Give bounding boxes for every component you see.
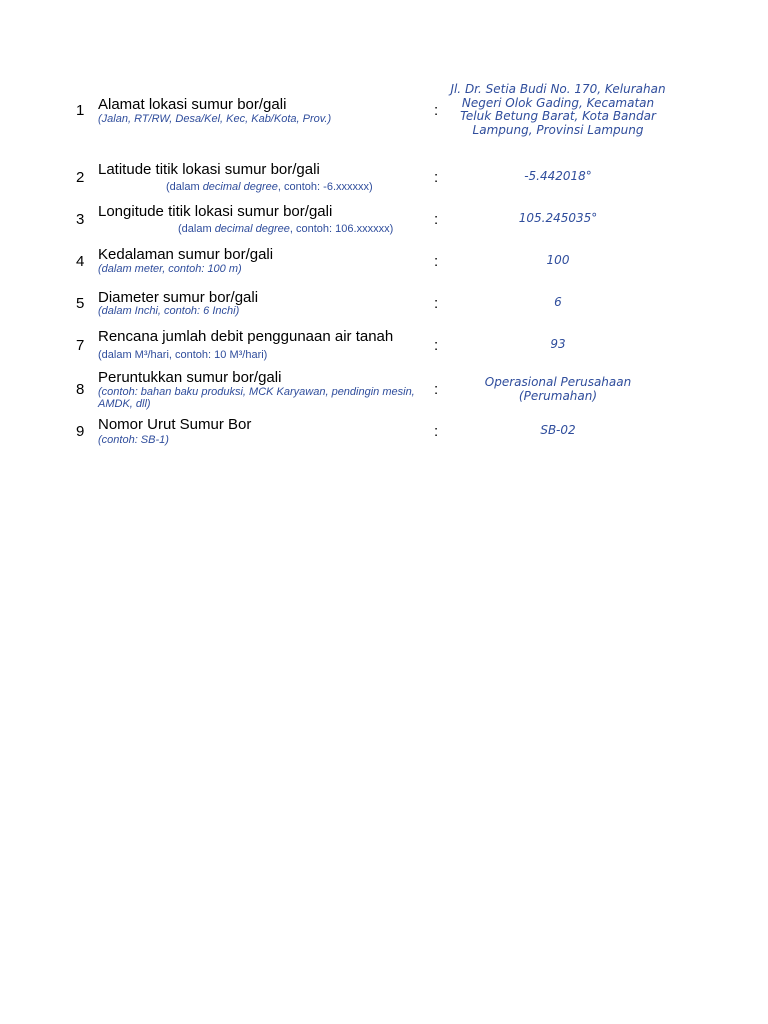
field-title-address: Alamat lokasi sumur bor/gali <box>98 96 287 113</box>
field-value-diameter: 6 <box>554 295 562 309</box>
field-hint-well-number: (contoh: SB-1) <box>98 434 169 446</box>
field-value-purpose: Operasional Perusahaan (Perumahan) <box>484 375 632 403</box>
row-number: 4 <box>76 253 85 270</box>
field-title-depth: Kedalaman sumur bor/gali <box>98 246 274 263</box>
colon-separator: : <box>434 253 439 270</box>
field-value-longitude: 105.245035° <box>518 211 598 225</box>
field-hint-latitude: (dalam decimal degree, contoh: -6.xxxxxx) <box>166 181 373 193</box>
field-value-depth: 100 <box>546 253 570 267</box>
colon-separator: : <box>434 423 439 440</box>
row-number: 3 <box>76 211 85 228</box>
colon-separator: : <box>434 169 439 186</box>
field-hint-longitude: (dalam decimal degree, contoh: 106.xxxxxx) <box>178 223 394 235</box>
field-value-address: Jl. Dr. Setia Budi No. 170, Kelurahan Negeri Olok Gading, Kecamatan Teluk Betung Barat, Kota Bandar Lampung, Provinsi Lampung <box>450 82 666 137</box>
field-title-water-debit: Rencana jumlah debit penggunaan air tanah <box>98 328 394 345</box>
field-title-latitude: Latitude titik lokasi sumur bor/gali <box>98 161 320 178</box>
field-value-latitude: -5.442018° <box>524 169 592 183</box>
field-value-water-debit: 93 <box>550 337 566 351</box>
colon-separator: : <box>434 211 439 228</box>
field-title-purpose: Peruntukkan sumur bor/gali <box>98 369 282 386</box>
field-title-longitude: Longitude titik lokasi sumur bor/gali <box>98 203 333 220</box>
field-title-well-number: Nomor Urut Sumur Bor <box>98 416 252 433</box>
field-hint-diameter: (dalam Inchi, contoh: 6 Inchi) <box>98 305 240 317</box>
row-number: 7 <box>76 337 85 354</box>
field-title-diameter: Diameter sumur bor/gali <box>98 289 259 306</box>
row-number: 1 <box>76 102 85 119</box>
field-hint-purpose: (contoh: bahan baku produksi, MCK Karyawan, pendingin mesin, AMDK, dll) <box>98 386 415 410</box>
row-number: 5 <box>76 295 85 312</box>
row-number: 2 <box>76 169 85 186</box>
field-hint-water-debit: (dalam M³/hari, contoh: 10 M³/hari) <box>98 349 268 361</box>
field-value-well-number: SB-02 <box>540 423 576 437</box>
colon-separator: : <box>434 102 439 119</box>
field-hint-depth: (dalam meter, contoh: 100 m) <box>98 263 242 275</box>
colon-separator: : <box>434 337 439 354</box>
field-hint-address: (Jalan, RT/RW, Desa/Kel, Kec, Kab/Kota, Prov.) <box>98 113 332 125</box>
row-number: 9 <box>76 423 85 440</box>
row-number: 8 <box>76 381 85 398</box>
colon-separator: : <box>434 295 439 312</box>
colon-separator: : <box>434 381 439 398</box>
